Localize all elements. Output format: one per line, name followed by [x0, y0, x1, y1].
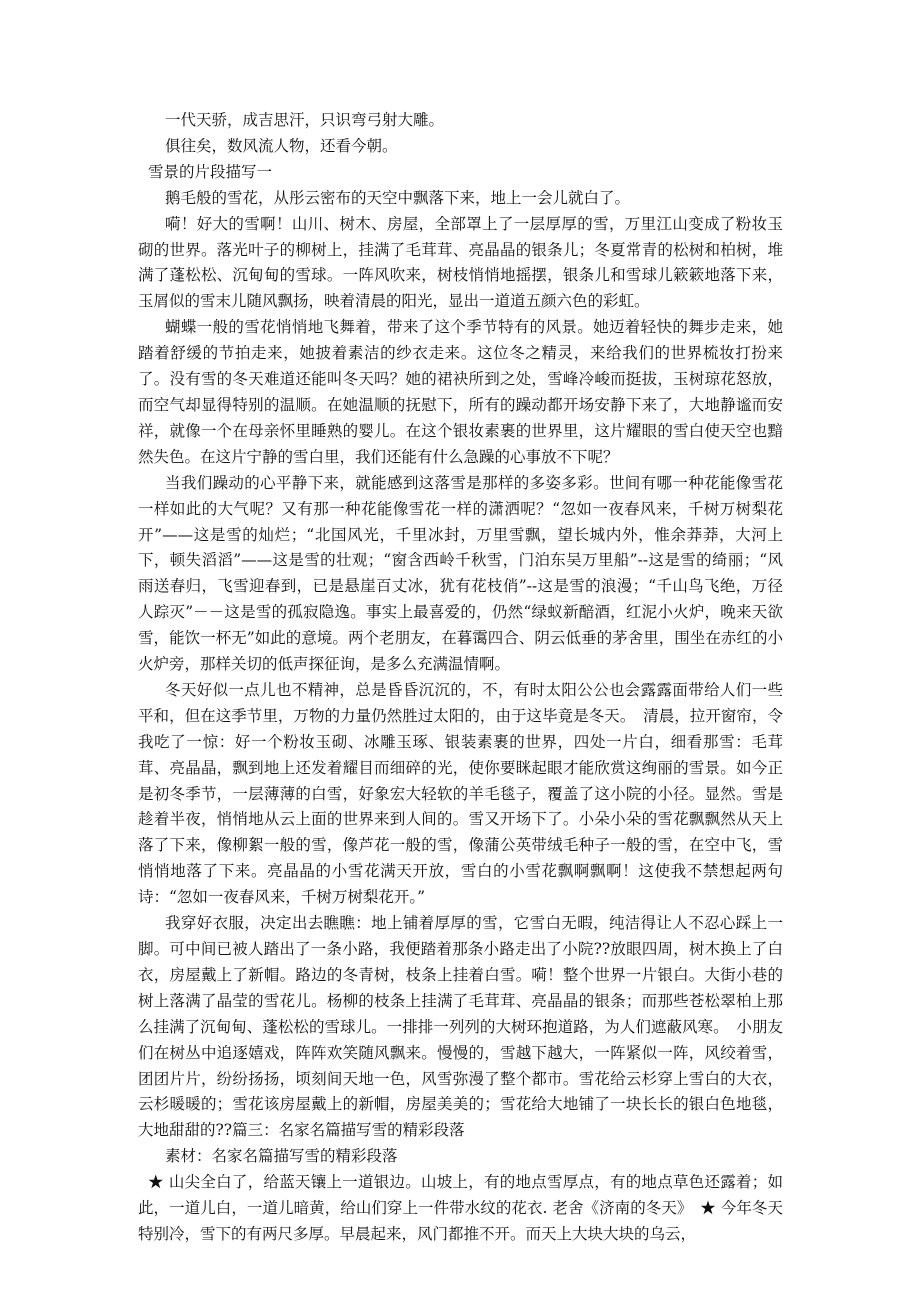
paragraph-big-snow: 嗬！好大的雪啊！山川、树木、房屋，全部罩上了一层厚厚的雪，万里江山变成了粉妆玉砌的世界。落光叶子的柳树上，挂满了毛茸茸、亮晶晶的银条儿；冬夏常青的松树和柏树，堆满了蓬松松、沉甸甸的雪球。一阵风吹来，树枝悄悄地摇摆，银条儿和雪球儿簌簌地落下来，玉屑似的雪末儿随风飘扬，映着清晨的阳光，显出一道道五颜六色的彩虹。	[138, 214, 783, 311]
paragraph-poem-line-2: 俱往矣，数风流人物，还看今朝。	[165, 136, 398, 155]
paragraph-goose-feather-snow: 鹅毛般的雪花，从彤云密布的天空中飘落下来，地上一会儿就白了。	[165, 188, 631, 207]
paragraph-snow-poems: 当我们躁动的心平静下来，就能感到这落雪是那样的多姿多彩。世间有哪一种花能像雪花一样如此的大气呢？又有那一种花能像雪花一样的潇洒呢？“忽如一夜春风来，千树万树梨花开”——这是雪的灿烂；“北国风光，千里冰封，万里雪飘，望长城内外，惟余莽莽，大河上下，顿失滔滔”——这是雪的壮观；“窗含西岭千秋雪，门泊东吴万里船”--这是雪的绮丽；“风雨送春归，飞雪迎春到，已是悬崖百丈冰，犹有花枝俏”--这是雪的浪漫；“千山鸟飞绝，万径人踪灭”－－这是雪的孤寂隐逸。事实上最喜爱的，仍然“绿蚁新醅酒，红泥小火炉，晚来天欲雪，能饮一杯无”如此的意境。两个老朋友，在暮霭四合、阴云低垂的茅舍里，围坐在赤红的小火炉旁，那样关切的低声探征询，是多么充满温情啊。	[138, 473, 783, 674]
paragraph-famous-excerpts: ★ 山尖全白了，给蓝天镶上一道银边。山坡上，有的地点雪厚点，有的地点草色还露着；如此，一道儿白，一道儿暗黄，给山们穿上一件带水纹的花衣. 老舍《济南的冬天》 ★ 今年冬天特别冷，雪下的有两尺多厚。早晨起来，风门都推不开。而天上大块大块的乌云，	[138, 1173, 783, 1243]
document-page	[138, 108, 783, 1248]
section-heading-snow-scene: 雪景的片段描写一	[148, 162, 273, 181]
paragraph-winter-morning: 冬天好似一点儿也不精神，总是昏昏沉沉的，不，有时太阳公公也会露露面带给人们一些平和，但在这季节里，万物的力量仍然胜过太阳的，由于这毕竟是冬天。 清晨，拉开窗帘，令我吃了一惊：好一个粉妆玉砌、冰雕玉琢、银装素裹的世界，四处一片白，细看那雪：毛茸茸、亮晶晶，飘到地上还发着耀目而细碎的光，使你要眯起眼才能欣赏这绚丽的雪景。如今正是初冬季节，一层薄薄的白雪，好象宏大轻软的羊毛毯子，覆盖了这小院的小径。显然。雪是趁着半夜，悄悄地从云上面的世界来到人间的。雪又开场下了。小朵小朵的雪花飘飘然从天上落了下来，像柳絮一般的雪，像芦花一般的雪，像蒲公英带绒毛种子一般的雪，在空中飞，雪悄悄地落了下来。亮晶晶的小雪花满天开放，雪白的小雪花飘啊飘啊！这使我不禁想起两句诗：“忽如一夜春风来，千树万树梨花开。”	[138, 680, 783, 907]
paragraph-material-heading: 素材：名家名篇描写雪的精彩段落	[165, 1147, 398, 1166]
paragraph-going-outside: 我穿好衣服，决定出去瞧瞧：地上铺着厚厚的雪，它雪白无暇，纯洁得让人不忍心踩上一脚。可中间已被人踏出了一条小路，我便踏着那条小路走出了小院??放眼四周，树木换上了白衣，房屋戴上了新帽。路边的冬青树，枝条上挂着白雪。嗬！整个世界一片银白。大街小巷的树上落满了晶莹的雪花儿。杨柳的枝条上挂满了毛茸茸、亮晶晶的银条；而那些苍松翠柏上那么挂满了沉甸甸、蓬松松的雪球儿。一排排一列列的大树环抱道路，为人们遮蔽风寒。 小朋友们在树丛中追逐嬉戏，阵阵欢笑随风飘来。慢慢的，雪越下越大，一阵紧似一阵，风绞着雪，团团片片，纷纷扬扬，顷刻间天地一色，风雪弥漫了整个都市。雪花给云杉穿上雪白的大衣，云杉暖暖的；雪花该房屋戴上的新帽，房屋美美的；雪花给大地铺了一块长长的银白色地毯，大地甜甜的??篇三：名家名篇描写雪的精彩段落	[138, 914, 783, 1140]
paragraph-butterfly-snow: 蝴蝶一般的雪花悄悄地飞舞着，带来了这个季节特有的风景。她迈着轻快的舞步走来，她踏着舒缓的节拍走来，她披着素洁的纱衣走来。这位冬之精灵，来给我们的世界梳妆打扮来了。没有雪的冬天难道还能叫冬天吗？她的裙袂所到之处，雪峰冷峻而挺拔，玉树琼花怒放，而空气却显得特别的温顺。在她温顺的抚慰下，所有的躁动都开场安静下来了，大地静谧而安祥，就像一个在母亲怀里睡熟的婴儿。在这个银妆素裹的世界里，这片耀眼的雪白使天空也黯然失色。在这片宁静的雪白里，我们还能有什么急躁的心事放不下呢？	[138, 318, 783, 466]
paragraph-poem-line-1: 一代天骄，成吉思汗，只识弯弓射大雕。	[165, 111, 445, 129]
